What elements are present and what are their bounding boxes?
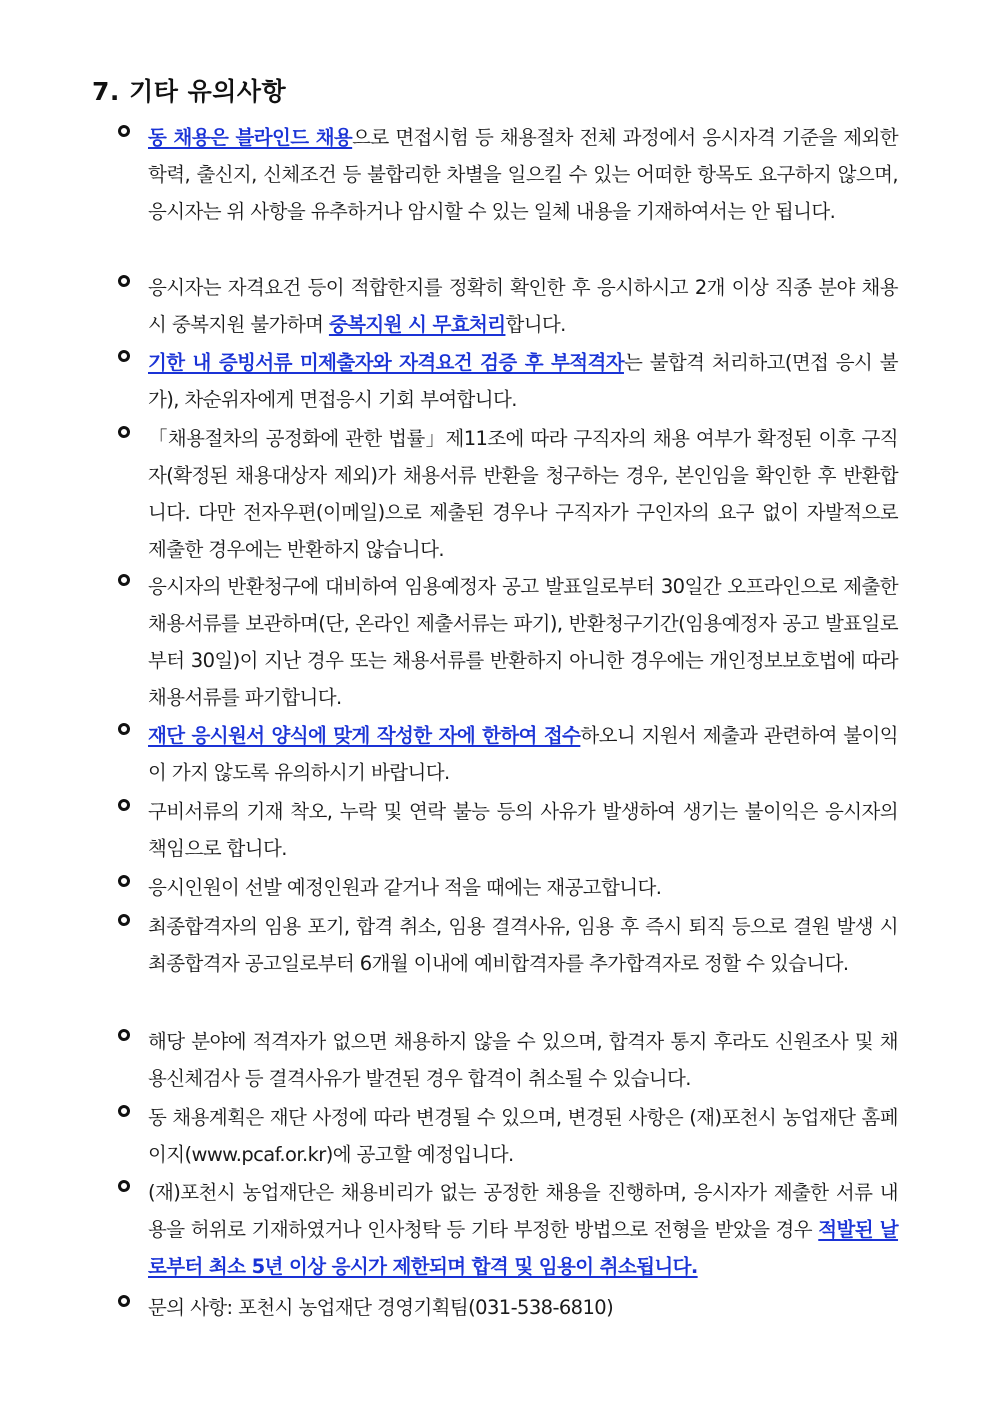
item-text bbox=[148, 908, 898, 982]
hollow-circle-bullet-icon bbox=[118, 914, 130, 926]
item-text-highlight: 적발된 날로부터 최소 5년 이상 응시가 제한되며 합격 및 임용이 취소됩니다. bbox=[148, 1218, 899, 1278]
list-item bbox=[118, 119, 898, 230]
list-item bbox=[118, 568, 898, 716]
item-text bbox=[148, 1099, 898, 1173]
item-text-highlight: 중복지원 시 무효처리 bbox=[328, 313, 506, 336]
hollow-circle-bullet-icon bbox=[118, 1295, 130, 1307]
item-text bbox=[148, 420, 898, 568]
hollow-circle-bullet-icon bbox=[118, 275, 130, 287]
item-text-highlight: 재단 응시원서 양식에 맞게 작성한 자에 한하여 접수 bbox=[148, 724, 581, 747]
item-text-plain: 응시자는 자격요건 등이 적합한지를 정확히 확인한 후 응시하시고 2개 이상 직종 분야 채용 시 중복지원 불가하며 bbox=[148, 276, 898, 336]
hollow-circle-bullet-icon bbox=[118, 426, 130, 438]
hollow-circle-bullet-icon bbox=[118, 1105, 130, 1117]
hollow-circle-bullet-icon bbox=[118, 723, 130, 735]
item-text-plain: 구비서류의 기재 착오, 누락 및 연락 불능 등의 사유가 발생하여 생기는 불이익은 응시자의 책임으로 합니다. bbox=[148, 800, 898, 860]
section-title: 7. 기타 유의사항 bbox=[92, 77, 287, 106]
hollow-circle-bullet-icon bbox=[118, 1180, 130, 1192]
item-text bbox=[148, 269, 898, 343]
item-text-plain: 해당 분야에 적격자가 없으면 채용하지 않을 수 있으며, 합격자 통지 후라도 신원조사 및 채용신체검사 등 결격사유가 발견된 경우 합격이 취소될 수 있습니다. bbox=[148, 1030, 898, 1090]
list-item bbox=[118, 793, 898, 867]
item-text-highlight: 기한 내 증빙서류 미제출자와 자격요건 검증 후 부적격자 bbox=[148, 351, 624, 374]
hollow-circle-bullet-icon bbox=[118, 125, 130, 137]
item-text bbox=[148, 568, 898, 716]
list-item bbox=[118, 1289, 898, 1326]
item-text bbox=[148, 344, 898, 418]
hollow-circle-bullet-icon bbox=[118, 350, 130, 362]
hollow-circle-bullet-icon bbox=[118, 875, 130, 887]
list-item bbox=[118, 269, 898, 343]
item-text-plain: 동 채용계획은 재단 사정에 따라 변경될 수 있으며, 변경된 사항은 (재)포천시 농업재단 홈페이지(www.pcaf.or.kr)에 공고할 예정입니다. bbox=[148, 1106, 898, 1166]
item-text-plain: 으로 면접시험 등 채용절차 전체 과정에서 응시자격 기준을 제외한 학력, 출신지, 신체조건 등 불합리한 차별을 일으킬 수 있는 어떠한 항목도 요구하지 않으며, 응시자는 위 사항을 유추하거나 암시할 수 있는 일체 내용을 기재하여서는 안 됩니다. bbox=[148, 126, 898, 223]
hollow-circle-bullet-icon bbox=[118, 1029, 130, 1041]
item-text bbox=[148, 717, 898, 791]
item-text bbox=[148, 1174, 898, 1285]
list-item bbox=[118, 420, 898, 568]
item-text bbox=[148, 119, 898, 230]
list-item bbox=[118, 717, 898, 791]
hollow-circle-bullet-icon bbox=[118, 574, 130, 586]
item-text-plain: 최종합격자의 임용 포기, 합격 취소, 임용 결격사유, 임용 후 즉시 퇴직 등으로 결원 발생 시 최종합격자 공고일로부터 6개월 이내에 예비합격자를 추가합격자로 정할 수 있습니다. bbox=[148, 915, 898, 975]
item-text bbox=[148, 793, 898, 867]
item-text-highlight: 동 채용은 블라인드 채용 bbox=[148, 126, 353, 149]
list-item bbox=[118, 1023, 898, 1097]
list-item bbox=[118, 869, 898, 906]
item-text-plain: 「채용절차의 공정화에 관한 법률」제11조에 따라 구직자의 채용 여부가 확정된 이후 구직자(확정된 채용대상자 제외)가 채용서류 반환을 청구하는 경우, 본인임을 확인한 후 반환합니다. 다만 전자우편(이메일)으로 제출된 경우나 구직자가 구인자의 요구 없이 자발적으로 제출한 경우에는 반환하지 않습니다. bbox=[148, 427, 898, 561]
item-text-plain: 는 불합격 처리하고(면접 응시 불가), 차순위자에게 면접응시 기회 부여합니다. bbox=[148, 351, 898, 411]
list-item bbox=[118, 1099, 898, 1173]
item-text-plain: 합니다. bbox=[505, 313, 566, 336]
item-text-plain: 응시자의 반환청구에 대비하여 임용예정자 공고 발표일로부터 30일간 오프라인으로 제출한 채용서류를 보관하며(단, 온라인 제출서류는 파기), 반환청구기간(임용예정자 공고 발표일로부터 30일)이 지난 경우 또는 채용서류를 반환하지 아니한 경우에는 개인정보보호법에 따라 채용서류를 파기합니다. bbox=[148, 575, 898, 709]
list-item bbox=[118, 344, 898, 418]
list-item bbox=[118, 1174, 898, 1285]
list-item bbox=[118, 908, 898, 982]
item-text bbox=[148, 1289, 898, 1326]
hollow-circle-bullet-icon bbox=[118, 799, 130, 811]
item-text-plain: 응시인원이 선발 예정인원과 같거나 적을 때에는 재공고합니다. bbox=[148, 876, 662, 899]
item-text-plain: 문의 사항: 포천시 농업재단 경영기획팀(031-538-6810) bbox=[148, 1296, 614, 1319]
item-text-plain: (재)포천시 농업재단은 채용비리가 없는 공정한 채용을 진행하며, 응시자가 제출한 서류 내용을 허위로 기재하였거나 인사청탁 등 기타 부정한 방법으로 전형을 받았을 경우 bbox=[148, 1181, 898, 1241]
item-text-plain: 하오니 지원서 제출과 관련하여 불이익이 가지 않도록 유의하시기 바랍니다. bbox=[148, 724, 899, 784]
item-text bbox=[148, 869, 898, 906]
item-text bbox=[148, 1023, 898, 1097]
